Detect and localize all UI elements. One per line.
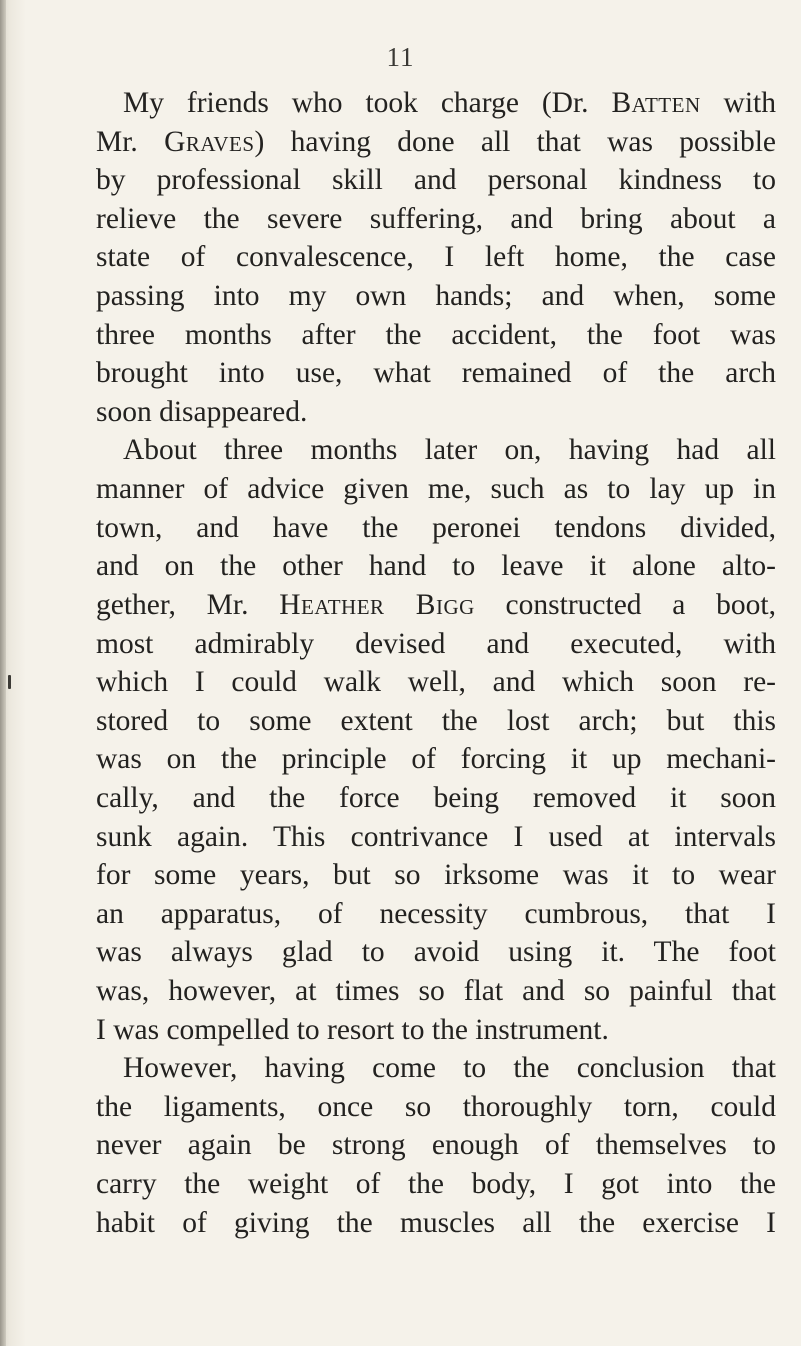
body-text bbox=[96, 84, 776, 1242]
text-run: constructed a boot, bbox=[474, 588, 776, 621]
text-line bbox=[96, 740, 776, 779]
text-run: carry the weight of the body, I got into the bbox=[96, 1168, 776, 1201]
text-line bbox=[96, 470, 776, 509]
person-name: Batten bbox=[611, 87, 701, 119]
text-line bbox=[96, 238, 776, 277]
paragraph bbox=[96, 1049, 776, 1242]
text-line bbox=[96, 547, 776, 586]
margin-mark bbox=[8, 675, 11, 689]
text-line bbox=[96, 316, 776, 355]
text-run: gether, Mr. bbox=[96, 588, 280, 621]
text-run: stored to some extent the lost arch; but this bbox=[96, 704, 776, 737]
text-line bbox=[96, 972, 776, 1011]
binding-gutter bbox=[0, 0, 6, 1346]
text-run: state of convalescence, I left home, the case bbox=[96, 241, 776, 274]
text-run: three months after the accident, the foot was bbox=[96, 318, 776, 351]
page-number: 11 bbox=[386, 42, 415, 72]
text-line bbox=[96, 702, 776, 741]
text-line bbox=[96, 161, 776, 200]
text-line bbox=[96, 663, 776, 702]
text-line bbox=[96, 393, 776, 432]
person-name: Heather Bigg bbox=[279, 588, 475, 621]
text-line bbox=[96, 1011, 776, 1050]
text-line bbox=[96, 509, 776, 548]
text-line bbox=[96, 933, 776, 972]
text-run: was always glad to avoid using it. The foot bbox=[96, 936, 776, 969]
text-line bbox=[96, 586, 776, 625]
text-run: was on the principle of forcing it up mechani- bbox=[96, 743, 776, 776]
text-run: brought into use, what remained of the arch bbox=[96, 357, 776, 390]
text-line bbox=[96, 895, 776, 934]
text-run: relieve the severe suffering, and bring about a bbox=[96, 202, 776, 235]
text-line bbox=[96, 1126, 776, 1165]
text-run: My friends who took charge (Dr. bbox=[123, 87, 612, 119]
text-run: and on the other hand to leave it alone alto- bbox=[96, 550, 776, 583]
text-run: habit of giving the muscles all the exercise I bbox=[96, 1206, 776, 1239]
text-run: an apparatus, of necessity cumbrous, that I bbox=[96, 897, 776, 930]
text-run: with bbox=[700, 87, 776, 119]
text-run: soon disappeared. bbox=[96, 395, 308, 428]
text-line bbox=[96, 779, 776, 818]
text-run: Mr. bbox=[96, 125, 165, 158]
text-run: sunk again. This contrivance I used at intervals bbox=[96, 820, 776, 853]
text-line bbox=[96, 856, 776, 895]
text-line bbox=[96, 354, 776, 393]
text-run: which I could walk well, and which soon re- bbox=[96, 666, 776, 699]
person-name: Graves bbox=[164, 125, 255, 158]
text-line bbox=[96, 200, 776, 239]
paragraph bbox=[96, 84, 776, 431]
text-line bbox=[96, 431, 776, 470]
text-line bbox=[96, 625, 776, 664]
text-run: However, having come to the conclusion that bbox=[123, 1052, 776, 1085]
text-line bbox=[96, 818, 776, 857]
paragraph bbox=[96, 431, 776, 1049]
text-run: the ligaments, once so thoroughly torn, could bbox=[96, 1090, 776, 1123]
text-run: manner of advice given me, such as to lay up in bbox=[96, 473, 776, 506]
text-run: cally, and the force being removed it soon bbox=[96, 781, 776, 814]
text-run: ) having done all that was possible bbox=[254, 125, 776, 158]
text-run: most admirably devised and executed, with bbox=[96, 627, 776, 660]
text-line bbox=[96, 1088, 776, 1127]
text-line bbox=[96, 84, 776, 123]
text-line bbox=[96, 277, 776, 316]
text-run: passing into my own hands; and when, some bbox=[96, 280, 776, 313]
text-run: town, and have the peronei tendons divided, bbox=[96, 511, 776, 544]
text-run: for some years, but so irksome was it to wear bbox=[96, 859, 776, 892]
text-run: by professional skill and personal kindness to bbox=[96, 164, 776, 197]
text-run: About three months later on, having had all bbox=[123, 434, 776, 467]
text-run: never again be strong enough of themselves to bbox=[96, 1129, 776, 1162]
text-line bbox=[96, 1165, 776, 1204]
text-line bbox=[96, 123, 776, 162]
text-line bbox=[96, 1204, 776, 1243]
text-run: was, however, at times so flat and so painful that bbox=[96, 975, 776, 1008]
text-line bbox=[96, 1049, 776, 1088]
text-run: I was compelled to resort to the instrument. bbox=[96, 1013, 609, 1046]
